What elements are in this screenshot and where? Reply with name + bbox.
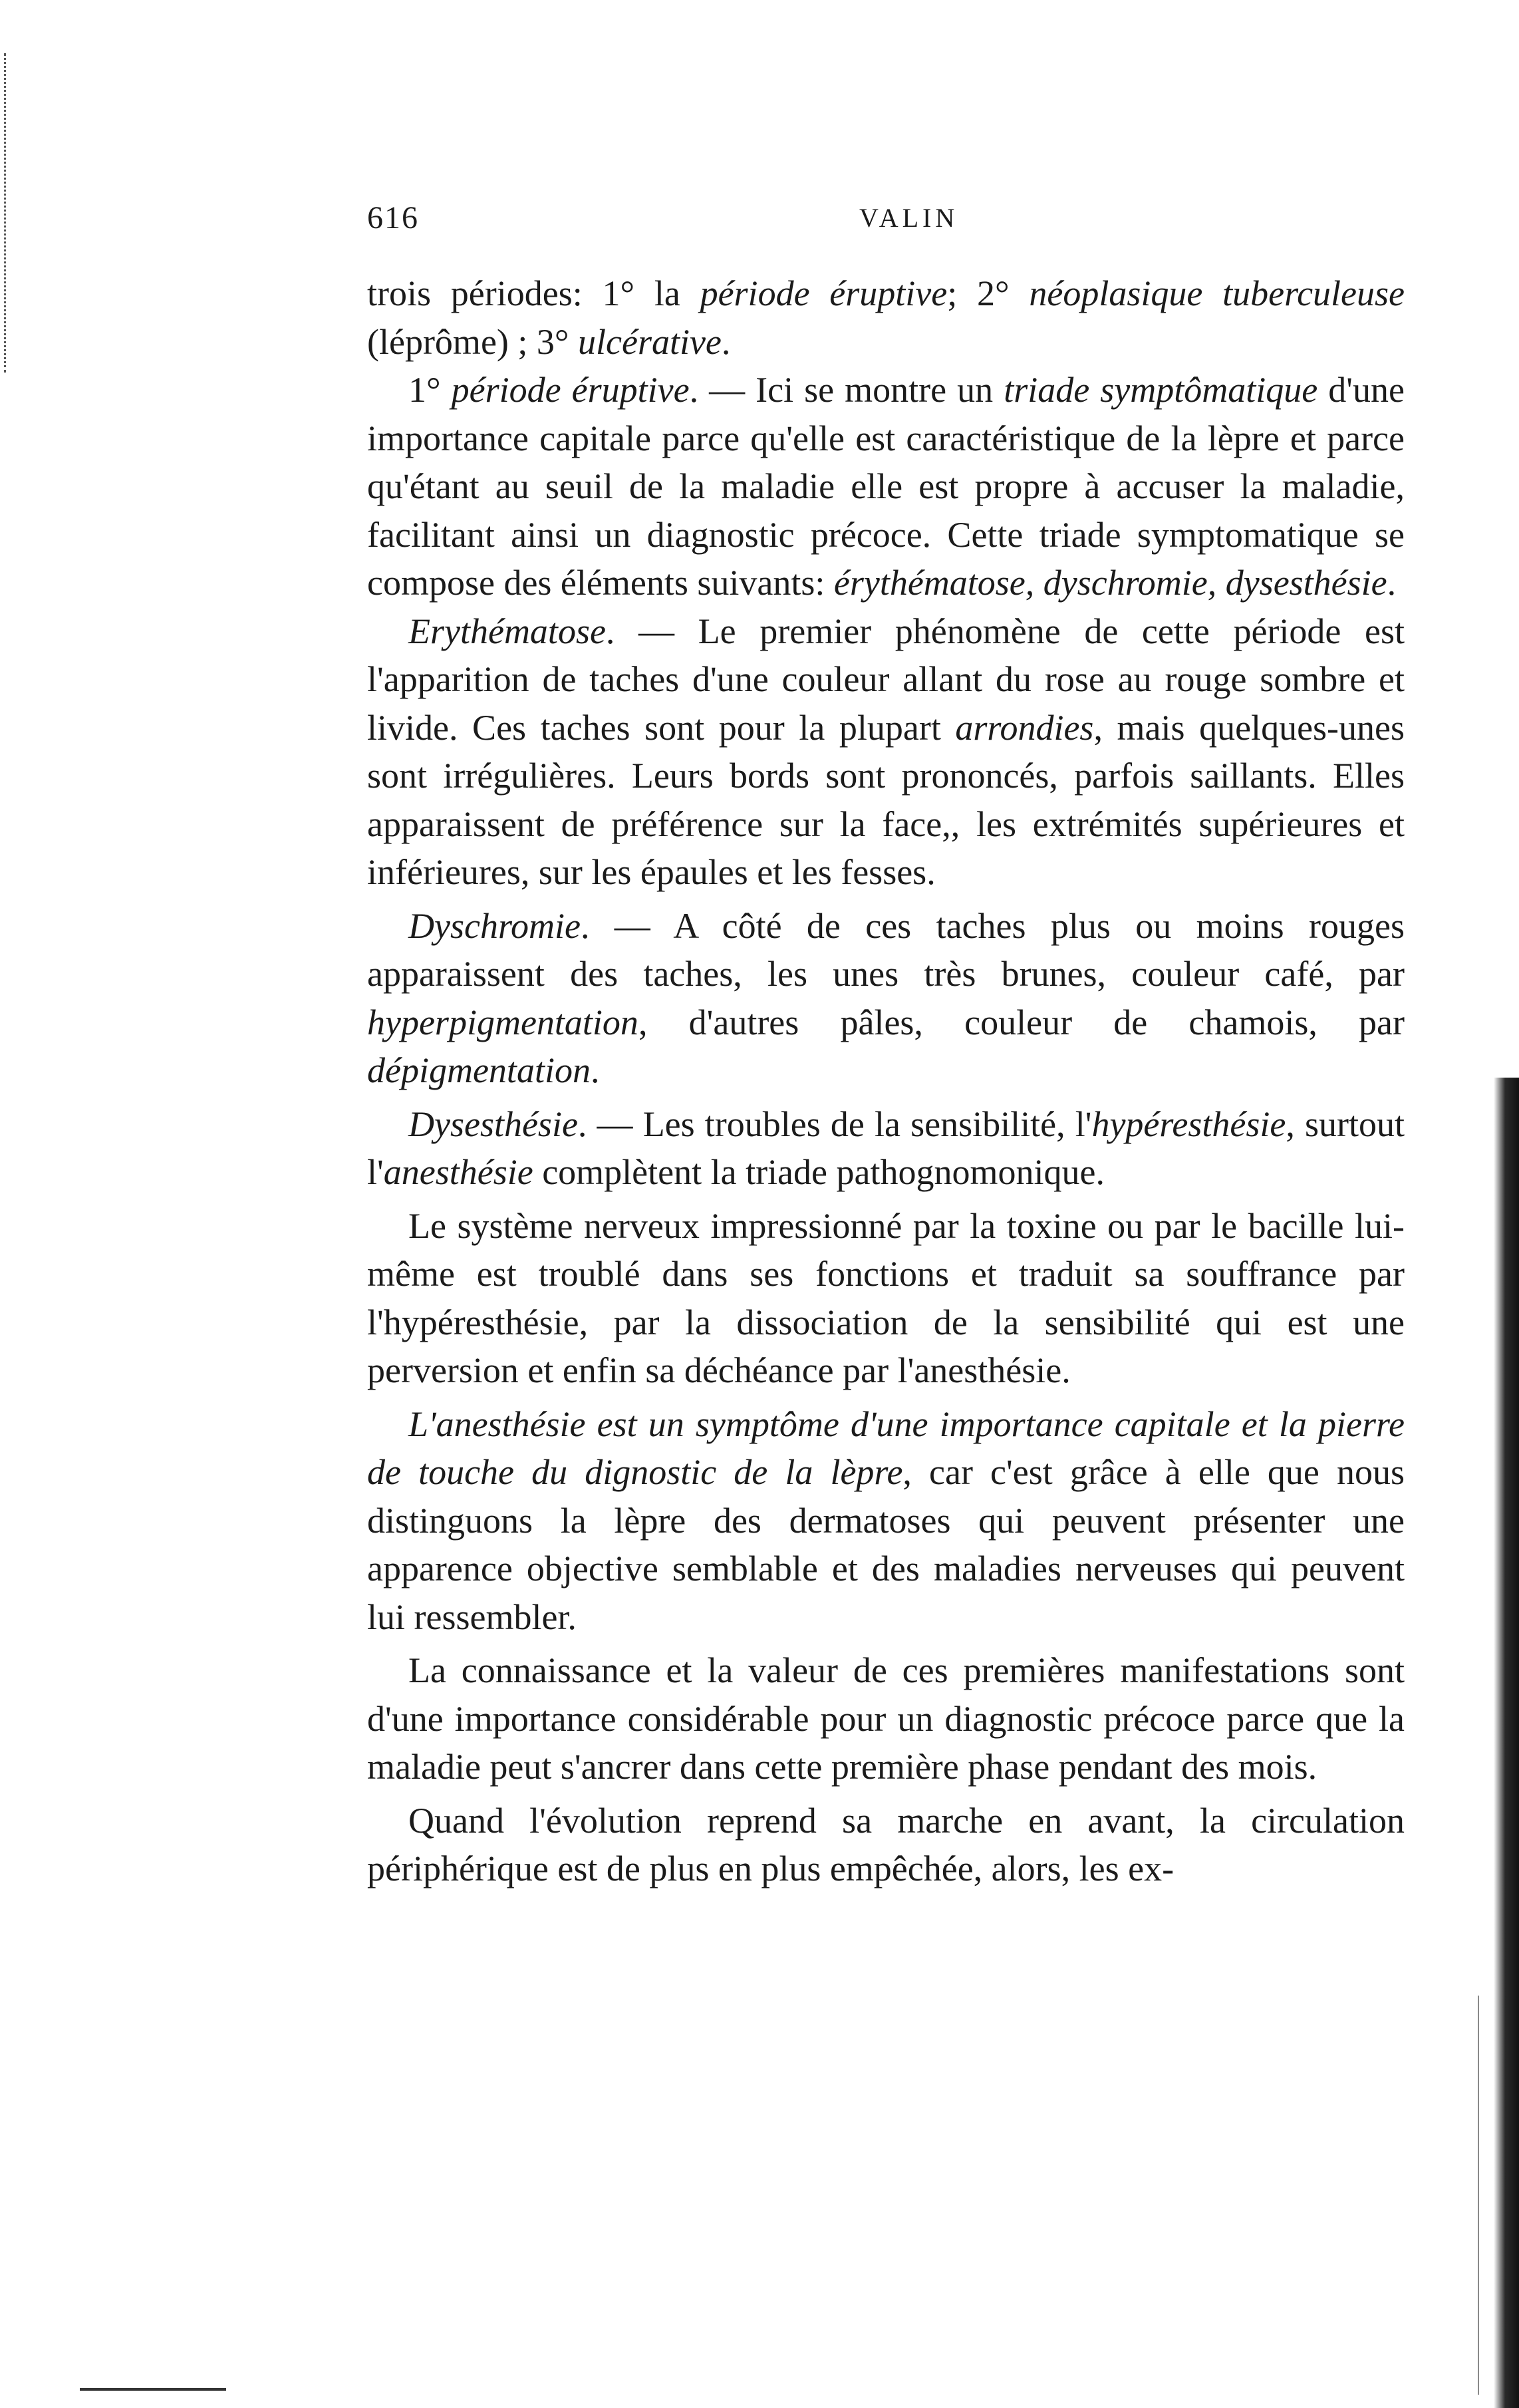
text-run: . — Les troubles de la sensibilité, l'	[577, 1104, 1092, 1144]
italic-text: ulcérative	[578, 321, 722, 362]
text-run: .	[590, 1050, 600, 1090]
text-run: (léprôme) ; 3°	[367, 321, 578, 362]
text-run: , d'autres pâles, couleur de chamois, par	[638, 1002, 1405, 1042]
italic-text: arrondies	[955, 707, 1094, 748]
text-run: , mais quelques-unes sont irrégulières. Leurs bords sont prononcés, parfois saillants. Elles apparaissent de préférence sur la face,, les extrémités supérieures et inférieures, sur les épaules et les fesses.	[367, 707, 1405, 892]
italic-text: Dysesthésie	[408, 1104, 578, 1144]
body-text	[367, 269, 1405, 1893]
paragraph	[367, 1646, 1405, 1791]
paragraph	[367, 269, 1405, 366]
paragraph	[367, 902, 1405, 1095]
italic-text: période éruptive	[700, 273, 948, 313]
text-run: complètent la triade pathognomonique.	[533, 1152, 1105, 1192]
text-run: Quand l'évolution reprend sa marche en avant, la circulation périphérique est de plus en plus empêchée, alors, les ex-	[367, 1800, 1405, 1888]
text-run: .	[1387, 563, 1397, 603]
book-spine-shadow	[1494, 1078, 1519, 2408]
italic-text: anesthésie	[383, 1152, 533, 1192]
page-header	[367, 200, 1405, 246]
italic-text: Dyschromie	[408, 905, 581, 946]
italic-text: néoplasique tuberculeuse	[1029, 273, 1405, 313]
italic-text: triade symptômatique	[1004, 370, 1318, 410]
paragraph	[367, 1400, 1405, 1642]
text-run: , surtout l'	[367, 1104, 1405, 1192]
running-head: VALIN	[859, 203, 959, 233]
italic-text: hypéresthésie	[1091, 1104, 1286, 1144]
scan-bottom-mark	[80, 2388, 226, 2391]
text-run: La connaissance et la valeur de ces premières manifestations sont d'une importance considérable pour un diagnostic précoce parce que la maladie peut s'ancrer dans cette première phase pendant des mois.	[367, 1650, 1405, 1787]
text-run: trois périodes: 1° la	[367, 273, 700, 313]
text-run: Le système nerveux impressionné par la toxine ou par le bacille lui-même est troublé dans ses fonctions et traduit sa souffrance par l'hypéresthésie, par la dissociation de la sensibilité qui est une perversion et enfin sa déchéance par l'anesthésie.	[367, 1205, 1405, 1390]
text-run: d'une importance capitale parce qu'elle est caractéristique de la lèpre et parce qu'étant au seuil de la maladie elle est propre à accuser la maladie, facilitant ainsi un diagnostic précoce. Cette triade symptomatique se compose des éléments suivants:	[367, 370, 1405, 603]
text-run: ; 2°	[947, 273, 1030, 313]
italic-text: hyperpigmentation	[367, 1002, 638, 1042]
paragraph	[367, 1202, 1405, 1395]
paragraph	[367, 607, 1405, 897]
paragraph	[367, 1797, 1405, 1893]
paragraph	[367, 366, 1405, 607]
text-run: 1°	[408, 370, 452, 410]
italic-text: Erythématose	[408, 611, 606, 651]
italic-text: dépigmentation	[367, 1050, 591, 1090]
text-run: . — Le premier phénomène de cette période est l'apparition de taches d'une couleur allant du rose au rouge sombre et livide. Ces taches sont pour la plupart	[367, 611, 1405, 748]
text-run: , car c'est grâce à elle que nous distinguons la lèpre des dermatoses qui peuvent présenter une apparence objective semblable et des maladies nerveuses qui peuvent lui ressembler.	[367, 1452, 1405, 1637]
page-number: 616	[367, 200, 419, 235]
scan-edge-marks	[4, 53, 33, 373]
italic-text: période éruptive	[451, 370, 690, 410]
paragraph	[367, 1100, 1405, 1197]
text-run: . — Ici se montre un	[689, 370, 1004, 410]
italic-text: L'anesthésie est un symptôme d'une importance capitale et la pierre de touche du dignostic de la lèpre	[367, 1404, 1405, 1492]
text-run: .	[721, 321, 731, 362]
italic-text: érythématose, dyschromie, dysesthésie	[833, 563, 1387, 603]
text-run: . — A côté de ces taches plus ou moins rouges apparaissent des taches, les unes très brunes, couleur café, par	[367, 905, 1405, 994]
spine-shadow-line	[1478, 1996, 1479, 2395]
